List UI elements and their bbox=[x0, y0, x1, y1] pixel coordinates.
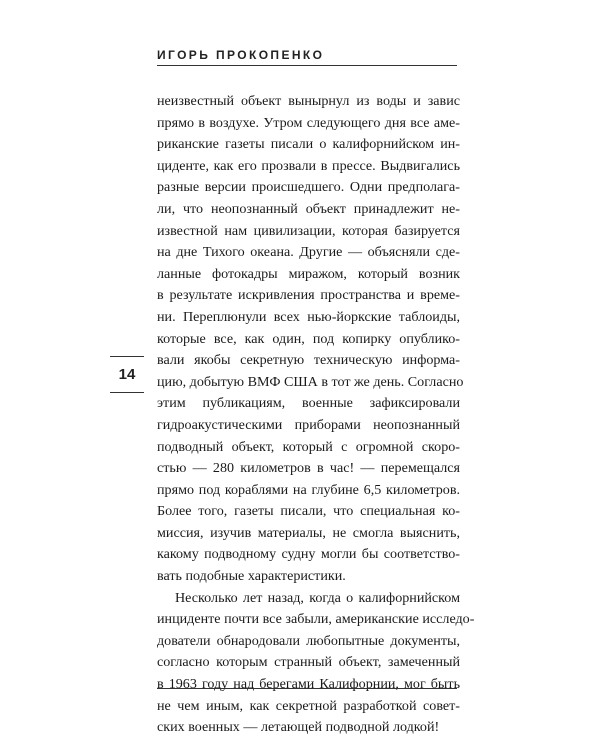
text-line: ли, что неопознанный объект принадлежит не- bbox=[157, 200, 460, 217]
text-line: какому подводному судну могли бы соответство- bbox=[157, 546, 460, 563]
text-line: прямо под кораблями на глубине 6,5 километров. bbox=[157, 481, 460, 498]
text-line: Несколько лет назад, когда о калифорнийском bbox=[175, 589, 460, 606]
text-line: прямо в воздухе. Утром следующего дня все аме- bbox=[157, 114, 460, 131]
paragraph-2 bbox=[157, 588, 475, 739]
text-line: вали якобы секретную техническую информа- bbox=[157, 352, 460, 369]
text-line: Более того, газеты писали, что специальная ко- bbox=[157, 503, 460, 520]
text-line: в 1963 году над берегами Калифорнии, мог быть bbox=[157, 676, 460, 693]
text-line: согласно которым странный объект, замеченный bbox=[157, 654, 460, 671]
text-line: которые все, как один, под копирку опублико- bbox=[157, 330, 460, 347]
text-line: циденте, как его прозвали в прессе. Выдвигались bbox=[157, 157, 460, 174]
text-line: ланные фотокадры миражом, который возник bbox=[157, 265, 460, 282]
text-line: ни. Переплюнули всех нью-йоркские таблоиды, bbox=[157, 308, 460, 325]
text-line: инциденте почти все забыли, американские исследо- bbox=[157, 611, 475, 628]
text-line: риканские газеты писали о калифорнийском ин- bbox=[157, 136, 460, 153]
text-line: вать подобные характеристики. bbox=[157, 568, 346, 585]
text-line: дователи обнародовали любопытные документы, bbox=[157, 632, 460, 649]
body-text bbox=[157, 91, 475, 739]
text-line: на дне Тихого океана. Другие — объясняли сде- bbox=[157, 244, 460, 261]
footer-rule bbox=[157, 688, 457, 689]
text-line: гидроакустическими приборами неопознанный bbox=[157, 416, 460, 433]
page-number: 14 bbox=[118, 366, 136, 383]
text-line: этим публикациям, военные зафиксировали bbox=[157, 395, 460, 412]
paragraph-1 bbox=[157, 91, 464, 588]
text-line: цию, добытую ВМФ США в тот же день. Согласно bbox=[157, 373, 464, 390]
text-line: стью — 280 километров в час! — перемещался bbox=[157, 460, 460, 477]
text-line: в результате искривления пространства и време- bbox=[157, 287, 460, 304]
text-line: не чем иным, как секретной разработкой совет- bbox=[157, 697, 460, 714]
text-line: разные версии происшедшего. Одни предполага- bbox=[157, 179, 460, 196]
header-rule bbox=[157, 65, 457, 66]
text-line: неизвестный объект вынырнул из воды и завис bbox=[157, 93, 460, 109]
page-number-rule-top bbox=[110, 356, 144, 357]
text-line: миссия, изучив материалы, не смогла выяснить, bbox=[157, 524, 460, 541]
text-line: известной нам цивилизации, которая базируется bbox=[157, 222, 460, 239]
page-number-rule-bottom bbox=[110, 392, 144, 393]
text-line: ских военных — летающей подводной лодкой! bbox=[157, 719, 440, 736]
running-header-author: ИГОРЬ ПРОКОПЕНКО bbox=[157, 48, 325, 62]
text-line: подводный объект, который с огромной скоро- bbox=[157, 438, 460, 455]
